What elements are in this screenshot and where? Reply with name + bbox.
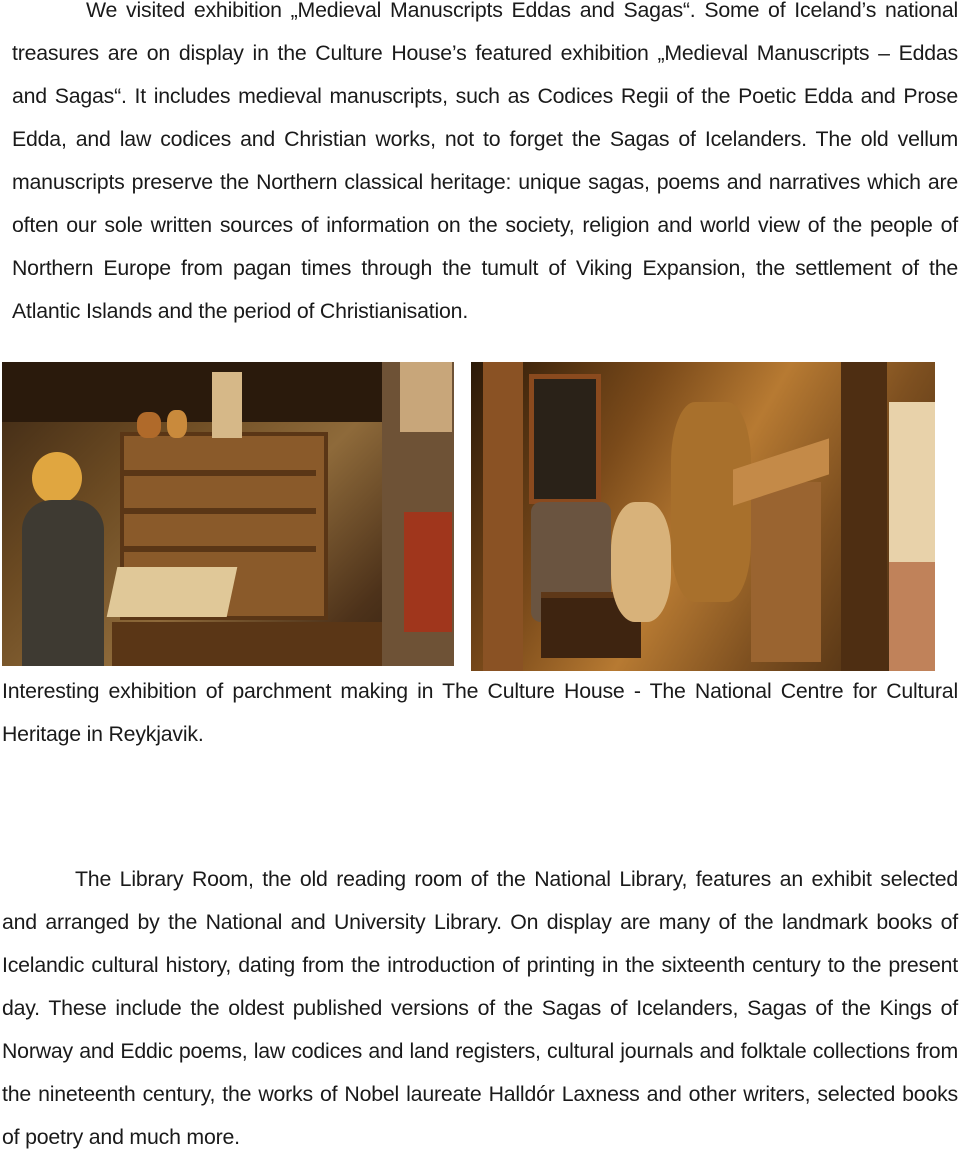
exhibition-photo-shelves	[2, 362, 454, 666]
library-room-paragraph: The Library Room, the old reading room of the National Library, features an exhibit selected and arranged by the National and University Library. On display are many of the landmark books of Icelandic cultural history, dating from the introduction of printing in the sixteenth century to the present day. These include the oldest published versions of the Sagas of Icelanders, Sagas of the Kings of Norway and Eddic poems, law codices and land registers, cultural journals and folktale collections from the nineteenth century, the works of Nobel laureate Halldór Laxness and other writers, selected books of poetry and much more.	[2, 867, 958, 1149]
exhibition-photo-parchment-room	[471, 362, 935, 671]
photo-caption: Interesting exhibition of parchment making in The Culture House - The National Centre for Cultural Heritage in Reykjavik.	[2, 679, 958, 746]
intro-paragraph: We visited exhibition „Medieval Manuscripts Eddas and Sagas“. Some of Iceland’s national treasures are on display in the Culture House’s featured exhibition „Medieval Manuscripts – Eddas and Sagas“. It includes medieval manuscripts, such as Codices Regii of the Poetic Edda and Prose Edda, and law codices and Christian works, not to forget the Sagas of Icelanders. The old vellum manuscripts preserve the Northern classical heritage: unique sagas, poems and narratives which are often our sole written sources of information on the society, religion and world view of the people of Northern Europe from pagan times through the tumult of Viking Expansion, the settlement of the Atlantic Islands and the period of Christianisation.	[12, 0, 958, 323]
